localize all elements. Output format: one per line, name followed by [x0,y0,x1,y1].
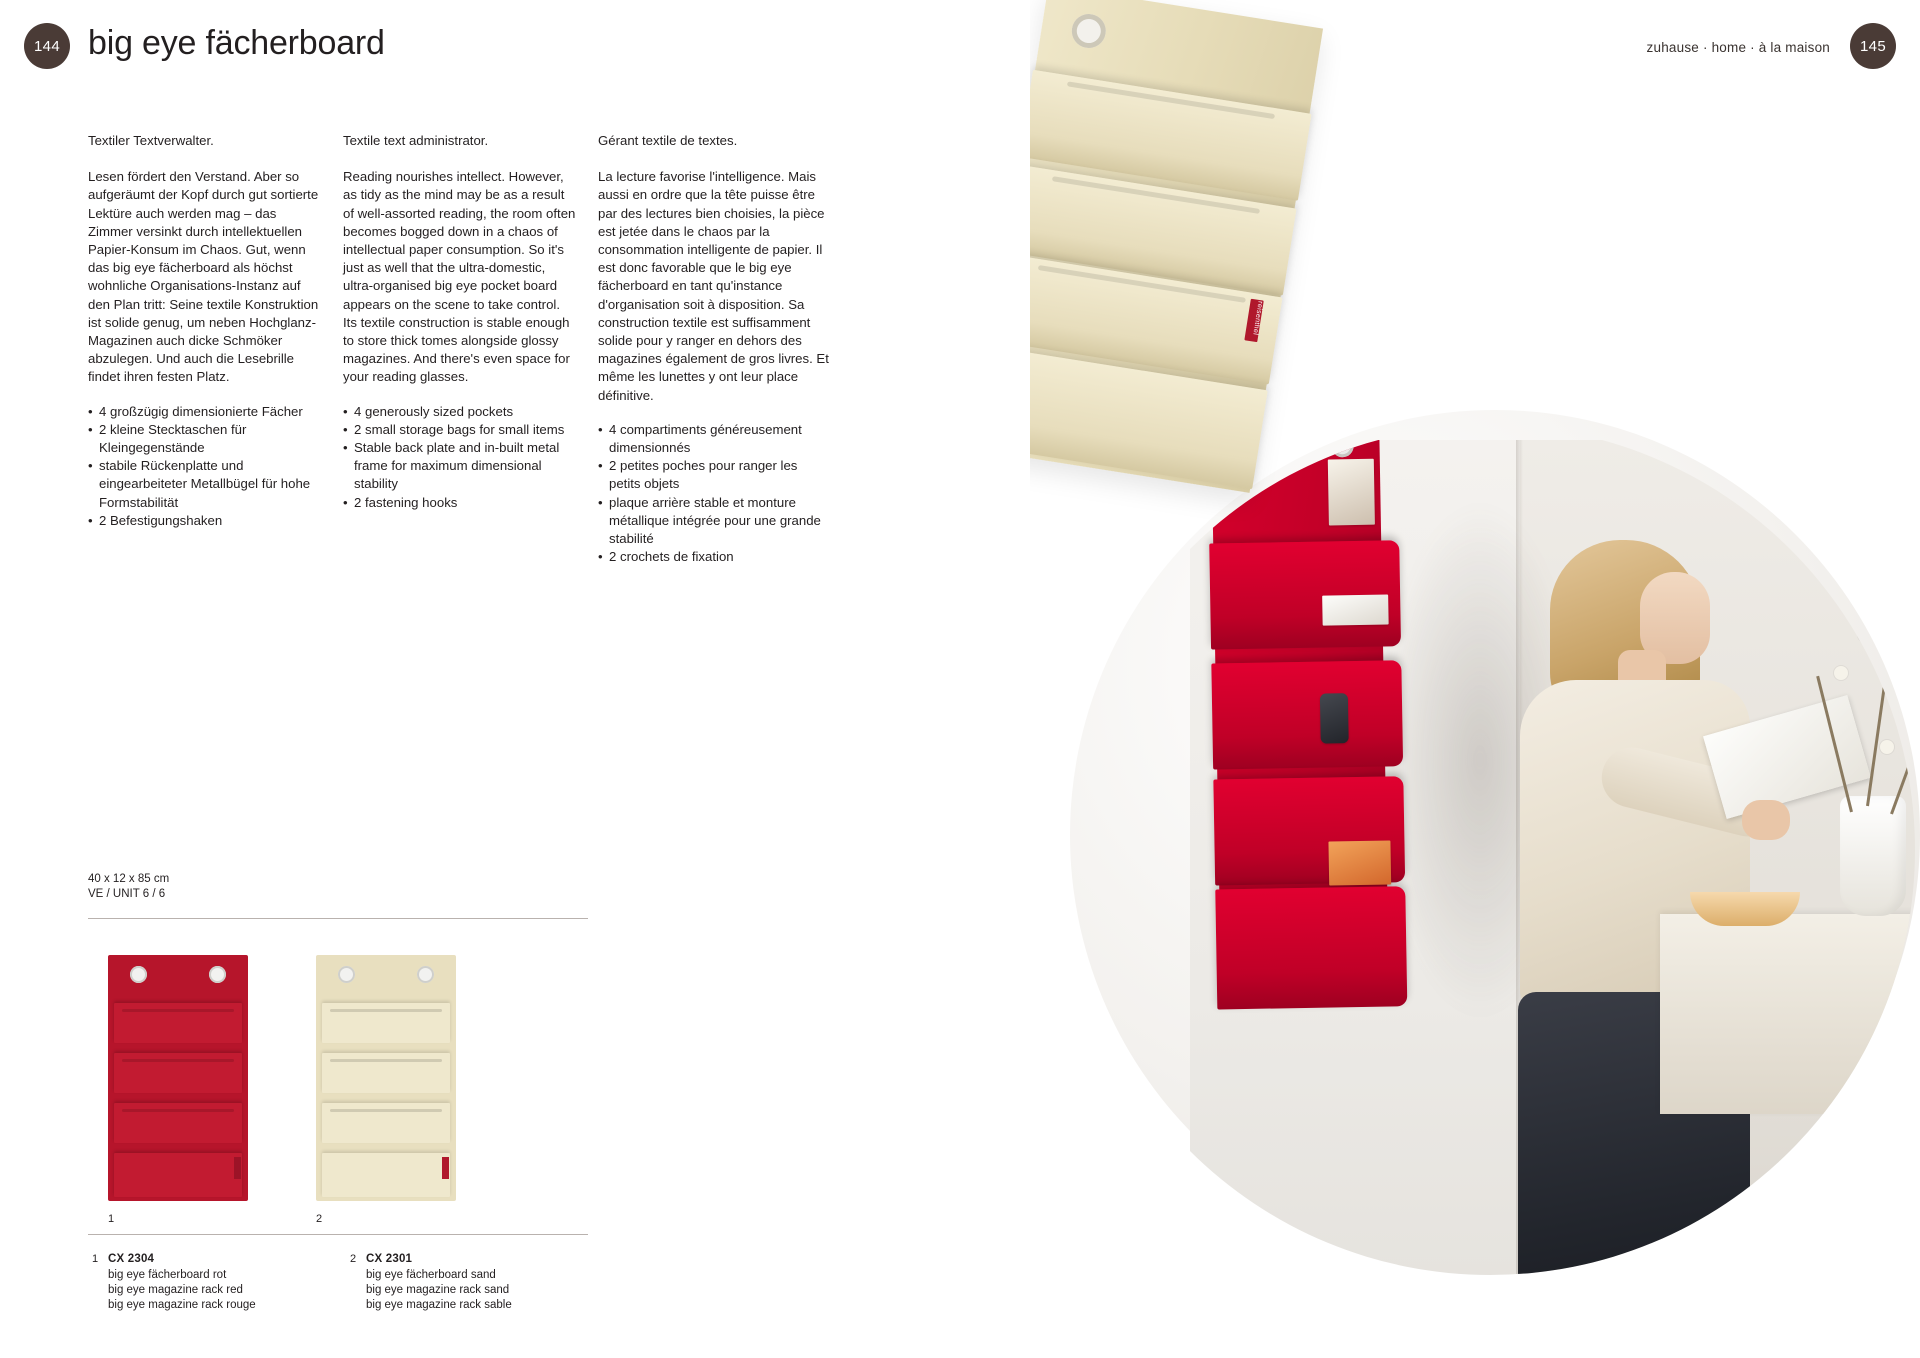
vase [1840,796,1906,916]
eyelet-icon [209,966,226,983]
magazine [1328,840,1391,885]
column-en [343,132,598,566]
hero-photography [1030,0,1920,1358]
caption-index: 1 [92,1253,99,1265]
brand-tag [442,1157,449,1179]
bullet-item: • 4 großzügig dimensionierte Fächer [88,403,321,421]
magazine [1322,594,1389,625]
lede-en: Textile text administrator. [343,133,489,148]
bullet-item: • 2 small storage bags for small items [343,421,576,439]
text-columns [88,132,854,566]
brand-tag-label: reisenthel [1251,300,1264,336]
bullet-item: • 2 crochets de fixation [598,548,831,566]
page-number-left: 144 [24,23,70,69]
page-number-right: 145 [1850,23,1896,69]
bullet-item: • stabile Rückenplatte und eingearbeiteter Metallbügel für hohe Formstabilität [88,457,321,512]
caption-code: CX 2301 [366,1253,413,1265]
thumb-slit [330,1109,442,1112]
thumb-index: 2 [316,1213,323,1225]
caption-name-en: big eye magazine rack red [108,1284,243,1296]
hero-pocket [1215,886,1407,1009]
bullet-item: • 2 petites poches pour ranger les petits objets [598,457,831,493]
thumb-slit [122,1009,234,1012]
bullet-item: • 4 generously sized pockets [343,403,576,421]
brand-tag [234,1157,241,1179]
thumb-slit [330,1009,442,1012]
divider-bottom [88,1234,588,1235]
body-de: Lesen fördert den Verstand. Aber so aufgeräumt der Kopf durch gut sortierte Lektüre auch werden mag – das Zimmer versinkt durch intellektuellen Papier-Konsum im Chaos. Gut, wenn das big eye fächerboard als höchst wohnliche Organisations-Instanz auf den Plan tritt: Seine textile Konstruktion ist solide genug, um neben Hochglanz-Magazinen auch dicke Schmöker abzulegen. Und auch die Lesebrille findet ihren festen Platz. [88,169,319,385]
column-fr [598,132,853,566]
bullet-item: • 2 fastening hooks [343,494,576,512]
product-thumb-sand [316,955,456,1201]
section-label: zuhause · home · à la maison [1646,40,1830,55]
hero-product-red [1211,440,1389,983]
thumb-slit [122,1109,234,1112]
body-en: Reading nourishes intellect. However, as tidy as the mind may be as a result of well-assorted reading, the room often becomes bogged down in a chaos of intellectual paper consumption. So it's just as well that the ultra-domestic, ultra-organised big eye pocket board appears on the scene to take control. Its textile construction is stable enough to store thick tomes alongside glossy magazines. And there's even space for your reading glasses. [343,169,576,385]
thumb-pocket [322,1153,450,1197]
body-fr: La lecture favorise l'intelligence. Mais aussi en ordre que la tête puisse être par des lectures bien choisies, la pièce est jetée dans le chaos par la consommation intelligente de papier. Il est donc favorable que le big eye fächerboard en tant qu'instance d'organisation soit à disposition. Sa construction textile est suffisamment solide pour y ranger en dehors des magazines également de gros livres. Et même les lunettes y ont leur place définitive. [598,169,829,403]
caption-name-fr: big eye magazine rack rouge [108,1299,256,1311]
thumb-slit [330,1059,442,1062]
blossom [1904,686,1918,700]
caption-name-de: big eye fächerboard sand [366,1269,496,1281]
bullets-fr [598,421,831,567]
caption-name-fr: big eye magazine rack sable [366,1299,512,1311]
divider-top [88,918,588,919]
eyelet-icon [417,966,434,983]
thumb-slit [122,1059,234,1062]
caption-name-en: big eye magazine rack sand [366,1284,510,1296]
bullet-item: • plaque arrière stable et monture métallique intégrée pour une grande stabilité [598,494,831,549]
caption-code: CX 2304 [108,1253,155,1265]
caption-red [92,1252,256,1313]
caption-sand [350,1252,512,1313]
sideboard [1660,914,1920,1114]
hand [1742,800,1790,840]
product-thumbnails [88,945,588,1225]
spec-unit: VE / UNIT 6 / 6 [88,888,166,900]
floating-product-sand [1030,0,1323,493]
spec-dimensions: 40 x 12 x 85 cm [88,873,170,885]
column-de [88,132,343,566]
blossom [1834,666,1848,680]
bullets-en [343,403,576,512]
bullet-item: • 2 Befestigungshaken [88,512,321,530]
bullet-item: • 2 kleine Stecktaschen für Kleingegenstände [88,421,321,457]
caption-index: 2 [350,1253,357,1265]
bullet-item: • Stable back plate and in-built metal frame for maximum dimensional stability [343,439,576,494]
lede-fr: Gérant textile de textes. [598,133,738,148]
blossom [1880,740,1894,754]
eyeglasses [1320,693,1349,743]
hero-pocket [1211,660,1403,769]
lede-de: Textiler Textverwalter. [88,133,214,148]
bullet-item: • 4 compartiments généreusement dimensionnés [598,421,831,457]
eyelet-icon [130,966,147,983]
page-title: big eye fächerboard [88,24,385,62]
bullets-de [88,403,321,530]
eyelet-icon [338,966,355,983]
magazine [1328,459,1375,526]
specs-block [88,872,588,902]
fruit-bowl [1690,892,1800,926]
caption-name-de: big eye fächerboard rot [108,1269,227,1281]
product-thumb-red [108,955,248,1201]
thumb-index: 1 [108,1213,115,1225]
room-scene [1190,440,1920,1358]
thumb-pocket [114,1153,242,1197]
